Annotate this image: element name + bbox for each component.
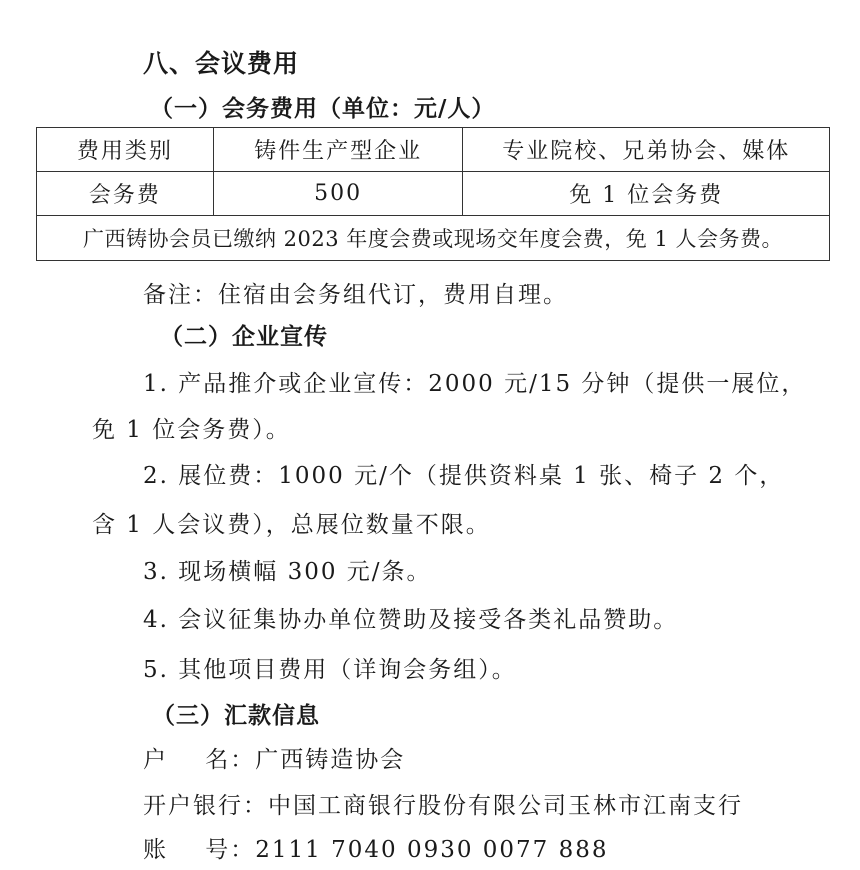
promotion-item: 3. 现场横幅 300 元/条。 <box>143 559 432 585</box>
table-cell: 免 1 位会务费 <box>463 172 830 216</box>
promotion-item: 1. 产品推介或企业宣传：2000 元/15 分钟（提供一展位， <box>143 371 807 397</box>
table-header-row <box>37 128 830 172</box>
table-note-cell: 广西铸协会员已缴纳 2023 年度会费或现场交年度会费，免 1 人会务费。 <box>37 216 830 261</box>
table-cell: 500 <box>213 172 463 216</box>
bank-line <box>143 787 743 820</box>
fees-heading: （一）会务费用（单位：元/人） <box>150 96 496 122</box>
table-row <box>37 172 830 216</box>
account-name-label: 户 名： <box>143 747 256 773</box>
section-title: 八、会议费用 <box>143 49 300 78</box>
fees-table <box>36 127 830 261</box>
table-cell: 会务费 <box>37 172 214 216</box>
bank-value: 中国工商银行股份有限公司玉林市江南支行 <box>268 793 743 819</box>
account-number-label: 账 号： <box>143 837 256 863</box>
bank-label: 开户银行： <box>143 793 268 819</box>
fees-remark: 备注：住宿由会务组代订，费用自理。 <box>143 282 568 308</box>
account-number-value: 2111 7040 0930 0077 888 <box>255 837 609 863</box>
promotion-item: 4. 会议征集协办单位赞助及接受各类礼品赞助。 <box>143 607 679 633</box>
table-note-row <box>37 216 830 261</box>
table-header-cell: 铸件生产型企业 <box>213 128 463 172</box>
account-number-line <box>143 831 609 864</box>
promotion-item: 2. 展位费：1000 元/个（提供资料桌 1 张、椅子 2 个， <box>143 463 785 489</box>
promotion-item: 5. 其他项目费用（详询会务组）。 <box>143 657 517 683</box>
account-name-value: 广西铸造协会 <box>255 747 406 773</box>
account-name-line <box>143 741 405 774</box>
remittance-heading: （三）汇款信息 <box>152 703 320 729</box>
promotion-item-continued: 免 1 位会务费）。 <box>92 417 291 443</box>
promotion-item-continued: 含 1 人会议费），总展位数量不限。 <box>92 512 491 538</box>
table-header-cell: 费用类别 <box>37 128 214 172</box>
promotion-heading: （二）企业宣传 <box>160 324 328 350</box>
table-header-cell: 专业院校、兄弟协会、媒体 <box>463 128 830 172</box>
